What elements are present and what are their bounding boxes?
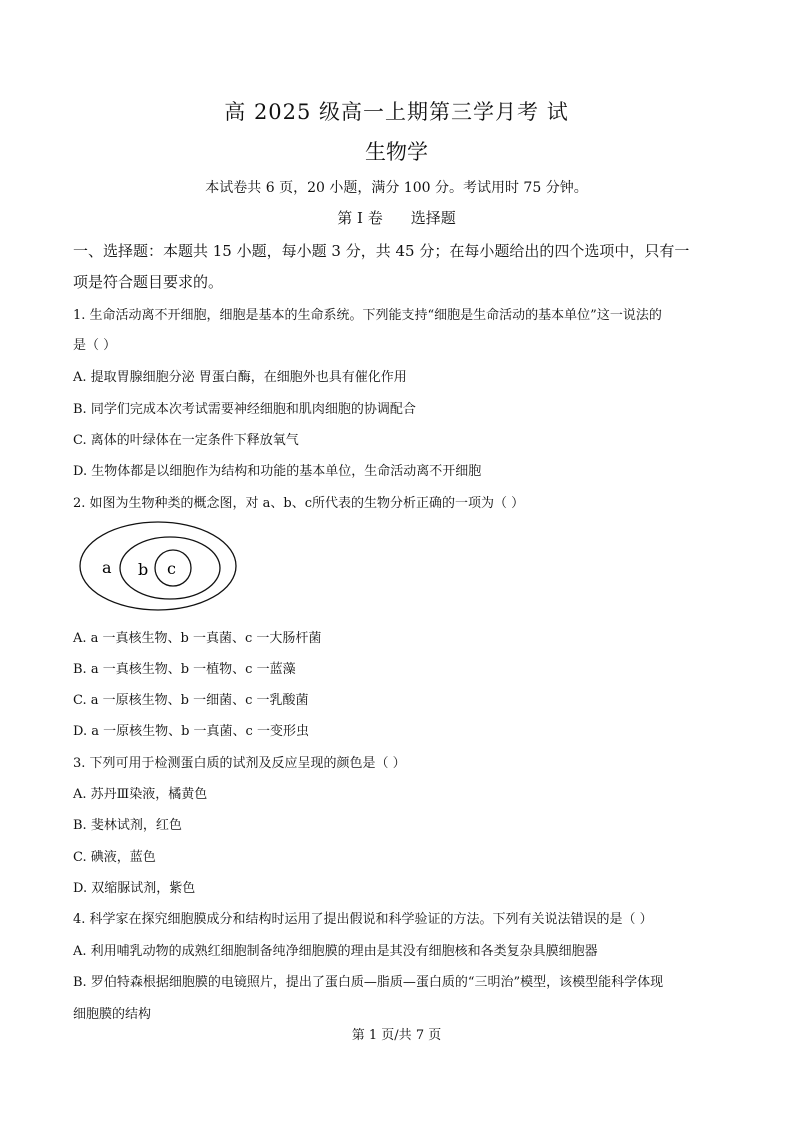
exam-title: 高 2025 级高一上期第三学月考 试 [224, 100, 569, 124]
q1-stem-line1: 1. 生命活动离不开细胞，细胞是基本的生命系统。下列能支持“细胞是生命活动的基本单位”这一说法的 [73, 308, 662, 323]
part-name: 选择题 [410, 209, 456, 227]
subject-title: 生物学 [365, 140, 428, 164]
q3-option-d: D. 双缩脲试剂，紫色 [73, 881, 196, 896]
q1-stem-line2: 是（ ） [73, 338, 117, 353]
q1-option-b: B. 同学们完成本次考试需要神经细胞和肌肉细胞的协调配合 [73, 402, 416, 417]
q2-stem: 2. 如图为生物种类的概念图，对 a、b、c所代表的生物分析正确的一项为（ ） [73, 496, 525, 511]
q3-option-c: C. 碘液，蓝色 [73, 850, 156, 865]
q4-option-b-line2: 细胞膜的结构 [73, 1007, 152, 1022]
label-a: a [102, 558, 112, 577]
q2-option-c: C. a 一原核生物、b 一细菌、c 一乳酸菌 [73, 693, 309, 708]
q1-option-d: D. 生物体都是以细胞作为结构和功能的基本单位，生命活动离不开细胞 [73, 464, 482, 479]
q4-stem: 4. 科学家在探究细胞膜成分和结构时运用了提出假说和科学验证的方法。下列有关说法错误的是（ ） [73, 912, 653, 927]
exam-info: 本试卷共 6 页，20 小题，满分 100 分。考试用时 75 分钟。 [205, 180, 588, 196]
section-instruction-line2: 项是符合题目要求的。 [73, 273, 224, 291]
q2-option-d: D. a 一原核生物、b 一真菌、c 一变形虫 [73, 724, 309, 739]
section-instruction-line1: 一、选择题：本题共 15 小题，每小题 3 分，共 45 分；在每小题给出的四个选项中，只有一 [73, 242, 690, 260]
label-c: c [167, 559, 176, 578]
q2-option-b: B. a 一真核生物、b 一植物、c 一蓝藻 [73, 662, 296, 677]
page-footer: 第 1 页/共 7 页 [351, 1028, 442, 1043]
q4-option-b-line1: B. 罗伯特森根据细胞膜的电镜照片，提出了蛋白质—脂质—蛋白质的“三明治”模型，该模型能科学体现 [73, 975, 664, 990]
q2-option-a: A. a 一真核生物、b 一真菌、c 一大肠杆菌 [73, 631, 322, 646]
q1-option-c: C. 离体的叶绿体在一定条件下释放氧气 [73, 433, 299, 448]
q4-option-a: A. 利用哺乳动物的成熟红细胞制备纯净细胞膜的理由是其没有细胞核和各类复杂具膜细胞器 [73, 944, 598, 959]
part-label: 第 I 卷 [337, 209, 383, 227]
q3-option-b: B. 斐林试剂，红色 [73, 818, 182, 833]
q3-option-a: A. 苏丹Ⅲ染液，橘黄色 [73, 787, 208, 802]
q1-option-a: A. 提取胃腺细胞分泌 胃蛋白酶，在细胞外也具有催化作用 [73, 370, 407, 385]
q3-stem: 3. 下列可用于检测蛋白质的试剂及反应呈现的颜色是（ ） [73, 756, 406, 771]
label-b: b [138, 560, 149, 579]
part-heading [0, 207, 793, 228]
concept-diagram [78, 520, 240, 612]
